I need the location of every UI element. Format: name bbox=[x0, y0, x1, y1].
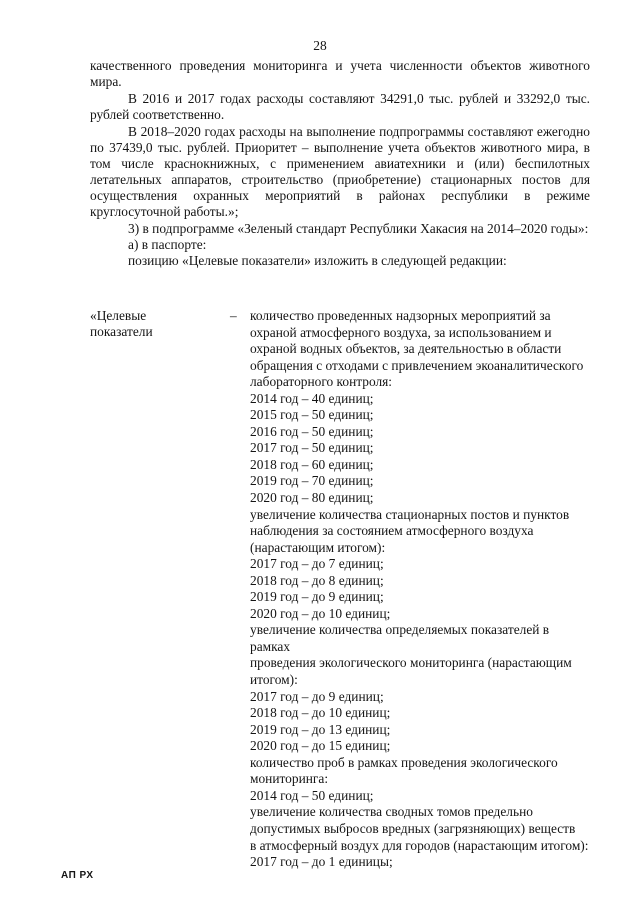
indicator-line: количество проб в рамках проведения экологического bbox=[250, 754, 558, 770]
indicator-dash: – bbox=[230, 308, 237, 323]
indicator-line: охраной атмосферного воздуха, за использованием и bbox=[250, 324, 552, 340]
indicator-line: 2015 год – 50 единиц; bbox=[250, 407, 374, 423]
page-number: 28 bbox=[313, 38, 327, 53]
indicator-line: в атмосферный воздух для городов (нарастающим итогом): bbox=[250, 837, 589, 853]
indicator-line: 2020 год – до 10 единиц; bbox=[250, 605, 391, 621]
paragraph-expenses-2018-2020: В 2018–2020 годах расходы на выполнение подпрограммы составляют ежегодно по 37439,0 тыс. рублей. Приоритет – выполнение учета объектов животного мира, в том числе краснокнижных, с применением авиатехники и (или) беспилотных летательных аппаратов, строительство (приобретение) стационарных постов для осуществления охранных мероприятий в районах республики в режиме круглосуточной работы.»; bbox=[90, 124, 590, 219]
indicator-line: 2014 год – 40 единиц; bbox=[250, 390, 374, 406]
indicator-line: увеличение количества определяемых показателей в рамках bbox=[250, 622, 550, 654]
indicator-line: 2016 год – 50 единиц; bbox=[250, 423, 374, 439]
paragraph-subprogram: 3) в подпрограмме «Зеленый стандарт Республики Хакасия на 2014–2020 годы»: bbox=[128, 221, 589, 236]
indicator-line: 2017 год – до 9 единиц; bbox=[250, 688, 384, 704]
indicator-line: 2014 год – 50 единиц; bbox=[250, 787, 374, 803]
indicator-line: количество проведенных надзорных мероприятий за bbox=[250, 308, 551, 323]
indicator-line: 2017 год – 50 единиц; bbox=[250, 440, 374, 456]
indicator-line: (нарастающим итогом): bbox=[250, 539, 386, 555]
indicator-line: 2019 год – до 13 единиц; bbox=[250, 721, 391, 737]
indicator-items bbox=[250, 308, 590, 871]
indicator-line: 2020 год – до 15 единиц; bbox=[250, 738, 391, 754]
paragraph-position: позицию «Целевые показатели» изложить в следующей редакции: bbox=[128, 253, 507, 268]
indicator-line: 2017 год – до 1 единицы; bbox=[250, 854, 393, 870]
indicator-line: 2020 год – 80 единиц; bbox=[250, 490, 374, 506]
indicator-line: 2018 год – 60 единиц; bbox=[250, 456, 374, 472]
footer-mark: АП РХ bbox=[61, 870, 94, 881]
indicator-line: 2018 год – до 10 единиц; bbox=[250, 705, 391, 721]
indicator-line: проведения экологического мониторинга (нарастающим bbox=[250, 655, 572, 671]
indicator-line: 2019 год – 70 единиц; bbox=[250, 473, 374, 489]
indicator-line: мониторинга: bbox=[250, 771, 329, 787]
indicator-line: итогом): bbox=[250, 672, 298, 688]
indicator-line: 2017 год – до 7 единиц; bbox=[250, 556, 384, 572]
body-text bbox=[90, 58, 590, 269]
paragraph-expenses-2016-2017: В 2016 и 2017 годах расходы составляют 34291,0 тыс. рублей и 33292,0 тыс. рублей соответственно. bbox=[90, 91, 590, 122]
indicator-label-line: «Целевые bbox=[90, 308, 147, 323]
indicator-line: обращения с отходами с привлечением экоаналитического bbox=[250, 357, 584, 373]
indicator-line: допустимых выбросов вредных (загрязняющих) веществ bbox=[250, 820, 576, 836]
indicator-label-line: показатели bbox=[90, 324, 153, 339]
indicator-line: увеличение количества стационарных постов и пунктов bbox=[250, 506, 570, 522]
paragraph-passport: а) в паспорте: bbox=[128, 237, 207, 252]
indicator-line: наблюдения за состоянием атмосферного воздуха bbox=[250, 523, 534, 539]
indicator-line: увеличение количества сводных томов предельно bbox=[250, 804, 533, 820]
indicator-line: 2019 год – до 9 единиц; bbox=[250, 589, 384, 605]
indicator-line: 2018 год – до 8 единиц; bbox=[250, 572, 384, 588]
indicator-line: лабораторного контроля: bbox=[250, 374, 393, 390]
indicator-line: охраной водных объектов, за деятельностью в области bbox=[250, 341, 562, 357]
paragraph-monitoring: качественного проведения мониторинга и учета численности объектов животного мира. bbox=[90, 58, 590, 89]
indicator-label bbox=[90, 308, 200, 340]
